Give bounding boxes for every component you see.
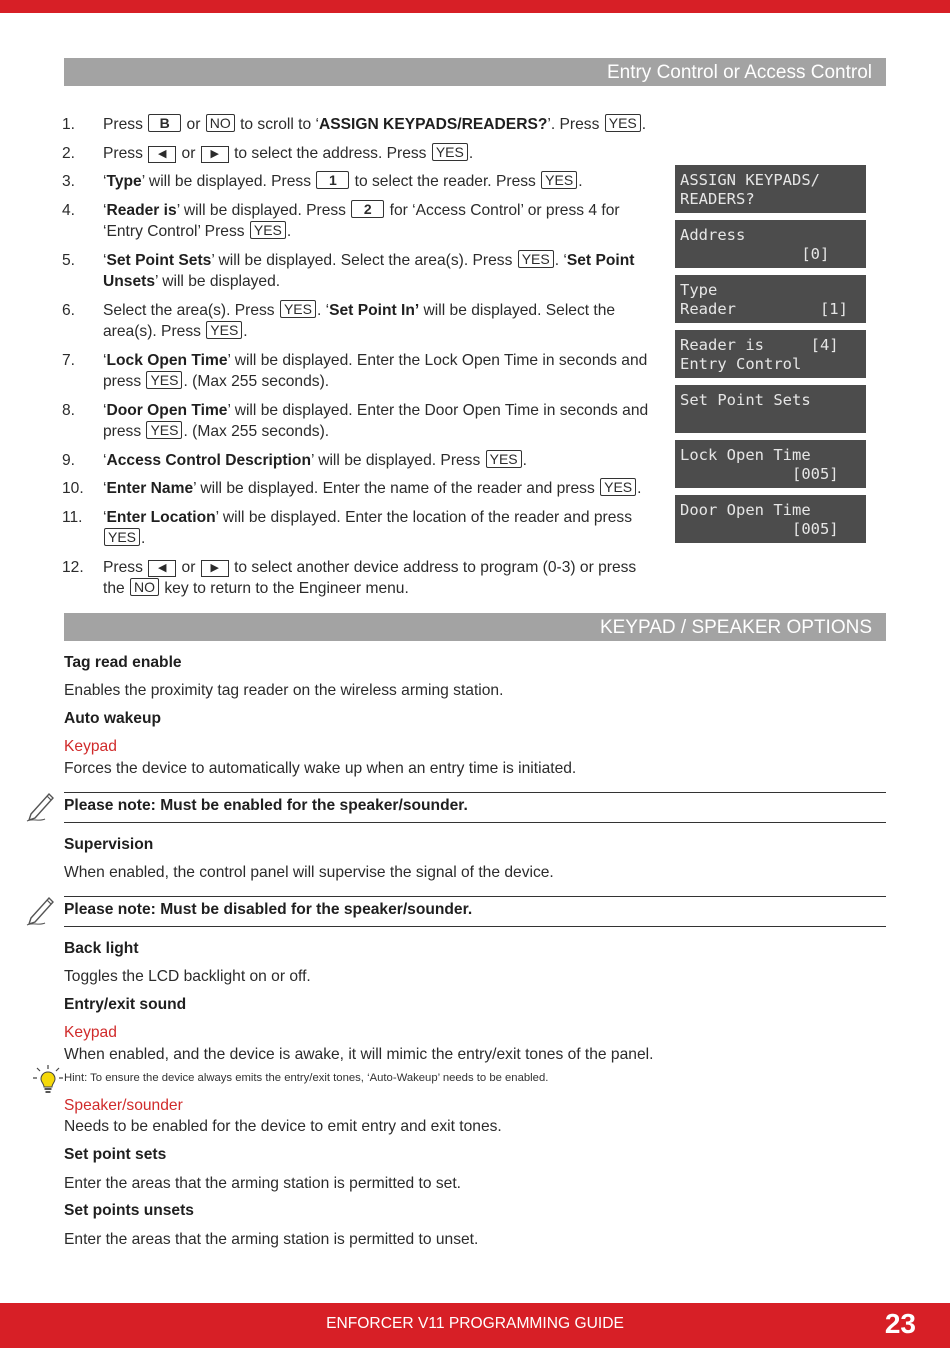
key-yes-icon: YES: [600, 478, 636, 496]
key-yes-icon: YES: [486, 450, 522, 468]
back-light-heading: Back light: [64, 940, 139, 957]
lcd-screen: Address [0]: [675, 220, 866, 268]
key-yes-icon: YES: [146, 371, 182, 389]
step-bold-text: Type: [106, 173, 142, 190]
step-text: ’ will be displayed. Press: [141, 173, 316, 190]
step-text: or: [182, 116, 205, 133]
step-text: to select another device address to program (0-3) or press the: [103, 558, 637, 597]
key-yes-icon: YES: [206, 321, 242, 339]
step-number: 7.: [62, 351, 76, 369]
step-number: 10.: [62, 480, 84, 497]
set-point-sets-text: Enter the areas that the arming station is permitted to set.: [64, 1175, 461, 1192]
note-disabled: Please note: Must be disabled for the speaker/sounder.: [64, 896, 886, 927]
arrow-left-key-icon: ◀: [148, 560, 176, 577]
key-no-icon: NO: [130, 578, 159, 596]
step-bold-text: Set Point In’: [329, 301, 420, 319]
step-text: or: [177, 144, 200, 162]
key-yes-icon: YES: [250, 221, 286, 239]
step-text: .: [578, 173, 583, 190]
lcd-screen: ASSIGN KEYPADS/ READERS?: [675, 165, 866, 213]
arrow-right-key-icon: ▶: [201, 560, 229, 577]
key-yes-icon: YES: [605, 114, 641, 132]
set-point-sets-heading: Set point sets: [64, 1146, 167, 1163]
step-text: . ‘: [316, 301, 330, 319]
key-yes-icon: YES: [432, 143, 468, 161]
step-text: ’ will be displayed. Enter the name of the reader and press: [193, 480, 600, 497]
pencil-icon: [25, 892, 59, 926]
step-item: [62, 400, 662, 443]
key-b-icon: B: [148, 114, 181, 132]
step-number: 11.: [62, 508, 83, 526]
step-item: [62, 200, 662, 243]
step-text: will be displayed. Select the area(s). Press: [103, 301, 616, 340]
step-bold-text: Reader is: [106, 201, 177, 219]
step-text: ’ will be displayed. Enter the Lock Open Time in seconds and press: [103, 351, 648, 390]
top-accent-bar: [0, 0, 950, 13]
step-text: ’ will be displayed. Press: [310, 451, 485, 469]
arrow-right-key-icon: ▶: [201, 146, 229, 163]
step-text: ’ will be displayed. Press: [176, 201, 351, 219]
step-item: [62, 450, 662, 472]
auto-wakeup-sub: Keypad: [64, 738, 117, 755]
step-bold-text: Set Point Unsets: [103, 251, 635, 290]
step-text: to select the address. Press: [229, 144, 431, 162]
key-yes-icon: YES: [146, 421, 182, 439]
step-number: 9.: [62, 451, 76, 469]
step-text: ‘: [103, 173, 107, 190]
step-number: 8.: [62, 401, 76, 419]
step-text: Press: [103, 558, 148, 576]
step-text: ‘: [103, 480, 107, 497]
step-number: 1.: [62, 116, 76, 133]
step-text: .: [286, 223, 292, 240]
lcd-screen: Set Point Sets: [675, 385, 866, 433]
step-bold-text: Enter Name: [106, 480, 194, 497]
lcd-screen: Door Open Time [005]: [675, 495, 866, 543]
step-text: ’. Press: [547, 116, 604, 133]
step-item: [62, 250, 662, 293]
back-light-text: Toggles the LCD backlight on or off.: [64, 968, 311, 985]
step-text: ’ will be displayed. Enter the location of the reader and press: [215, 508, 633, 526]
supervision-text: When enabled, the control panel will supervise the signal of the device.: [64, 864, 554, 881]
step-item: [62, 171, 662, 193]
step-item: [62, 143, 662, 165]
step-text: for ‘Access Control’ or press 4 for ‘Entry Control’ Press: [103, 201, 620, 240]
lcd-screen: Reader is [4] Entry Control: [675, 330, 866, 378]
key-2-icon: 2: [351, 200, 384, 218]
step-item: [62, 114, 662, 136]
step-item: [62, 300, 662, 343]
step-text: or: [177, 558, 200, 576]
key-yes-icon: YES: [104, 528, 140, 546]
auto-wakeup-heading: Auto wakeup: [64, 710, 162, 727]
footer-title: ENFORCER V11 PROGRAMMING GUIDE: [326, 1315, 624, 1332]
tag-read-text: Enables the proximity tag reader on the wireless arming station.: [64, 682, 504, 699]
supervision-heading: Supervision: [64, 836, 154, 853]
lcd-screen: Lock Open Time [005]: [675, 440, 866, 488]
set-points-unsets-text: Enter the areas that the arming station is permitted to unset.: [64, 1231, 479, 1248]
entry-exit-heading: Entry/exit sound: [64, 996, 187, 1013]
step-number: 2.: [62, 144, 76, 162]
step-text: ’ will be displayed. Select the area(s). Press: [211, 251, 517, 269]
auto-wakeup-text: Forces the device to automatically wake up when an entry time is initiated.: [64, 760, 577, 777]
step-bold-text: ASSIGN KEYPADS/READERS?: [318, 116, 548, 133]
lightbulb-icon: [32, 1064, 64, 1096]
step-text: Select the area(s). Press: [103, 301, 279, 319]
step-number: 12.: [62, 558, 84, 576]
step-item: [62, 507, 662, 550]
step-item: [62, 478, 662, 500]
step-number: 5.: [62, 251, 76, 269]
step-number: 6.: [62, 301, 76, 319]
step-item: [62, 557, 662, 600]
step-text: ’ will be displayed.: [155, 273, 281, 290]
step-text: ‘: [103, 351, 107, 369]
step-text: to scroll to ‘: [235, 116, 319, 133]
entry-exit-speaker-sub: Speaker/sounder: [64, 1097, 183, 1114]
step-text: . ‘: [554, 251, 567, 269]
step-number: 3.: [62, 173, 76, 190]
step-number: 4.: [62, 201, 76, 219]
set-points-unsets-heading: Set points unsets: [64, 1202, 194, 1219]
entry-exit-speaker-text: Needs to be enabled for the device to emit entry and exit tones.: [64, 1118, 502, 1135]
step-text: ‘: [103, 451, 107, 469]
note-enabled: Please note: Must be enabled for the speaker/sounder.: [64, 792, 886, 823]
step-text: .: [141, 530, 146, 547]
tag-read-heading: Tag read enable: [64, 654, 182, 671]
step-text: ‘: [103, 508, 107, 526]
key-yes-icon: YES: [518, 250, 554, 268]
step-text: Press: [103, 116, 148, 133]
step-text: to select the reader. Press: [350, 173, 541, 190]
step-bold-text: Door Open Time: [106, 401, 228, 419]
step-text: ‘: [103, 251, 107, 269]
key-yes-icon: YES: [541, 171, 577, 189]
lcd-screen: Type Reader [1]: [675, 275, 866, 323]
step-text: .: [522, 451, 527, 469]
step-text: .: [637, 480, 642, 497]
arrow-left-key-icon: ◀: [148, 146, 176, 163]
options-section-header: KEYPAD / SPEAKER OPTIONS: [64, 613, 886, 641]
steps-list: [62, 114, 662, 607]
entry-exit-keypad-text: When enabled, and the device is awake, it will mimic the entry/exit tones of the panel.: [64, 1046, 654, 1063]
pencil-icon: [25, 788, 59, 822]
step-item: [62, 350, 662, 393]
step-text: . (Max 255 seconds).: [183, 373, 330, 390]
step-text: . (Max 255 seconds).: [183, 423, 330, 440]
step-text: .: [243, 323, 248, 340]
step-text: .: [641, 116, 647, 133]
step-text: Press: [103, 144, 148, 162]
section-header: Entry Control or Access Control: [64, 58, 886, 86]
hint-text: Hint: To ensure the device always emits the entry/exit tones, ‘Auto-Wakeup’ needs to be enabled.: [64, 1072, 549, 1084]
key-yes-icon: YES: [280, 300, 316, 318]
step-bold-text: Set Point Sets: [106, 251, 212, 269]
step-text: .: [468, 144, 474, 162]
step-bold-text: Enter Location: [106, 508, 216, 526]
step-text: ’ will be displayed. Enter the Door Open Time in seconds and press: [103, 401, 649, 440]
footer-bar: [0, 1303, 950, 1348]
key-1-icon: 1: [316, 171, 349, 189]
step-text: ‘: [103, 401, 107, 419]
step-text: key to return to the Engineer menu.: [160, 580, 409, 597]
step-bold-text: Lock Open Time: [106, 351, 228, 369]
step-bold-text: Access Control Description: [106, 451, 311, 469]
key-no-icon: NO: [206, 114, 235, 132]
entry-exit-keypad-sub: Keypad: [64, 1024, 117, 1041]
step-text: ‘: [103, 201, 107, 219]
page-number: 23: [884, 1308, 916, 1339]
